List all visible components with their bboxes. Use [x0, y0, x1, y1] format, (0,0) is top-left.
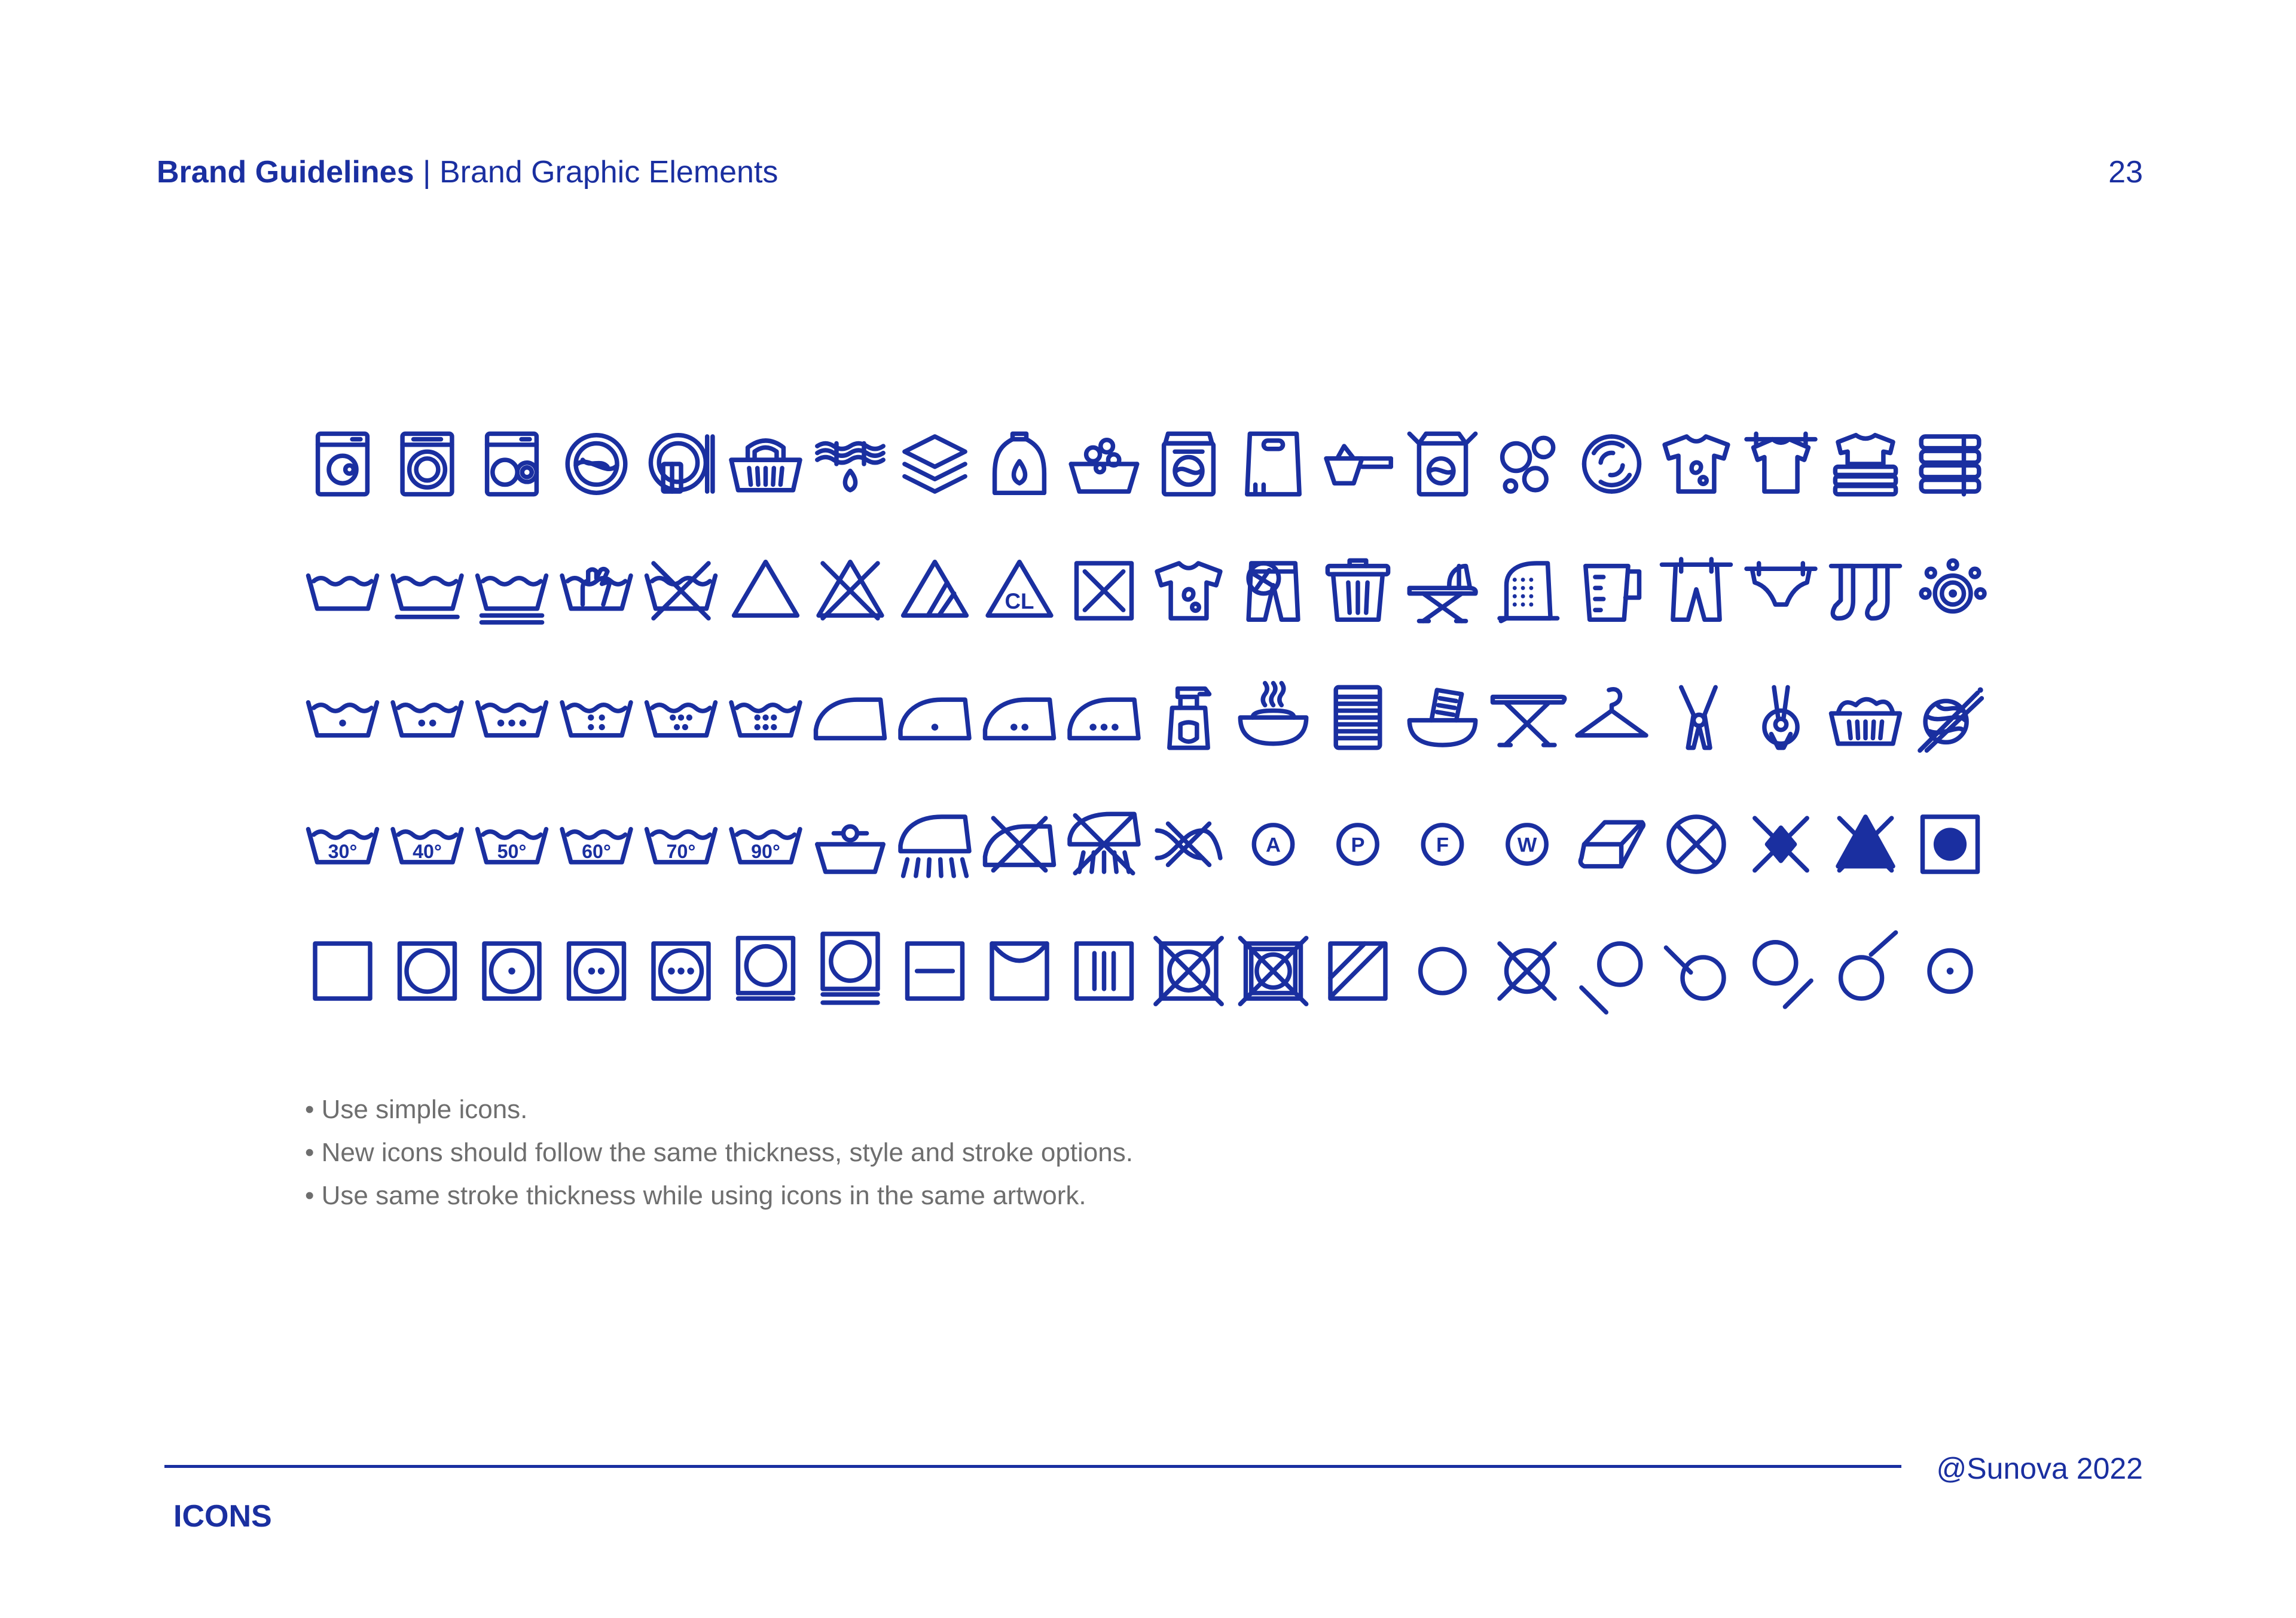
line-dry-drum-icon — [738, 938, 793, 999]
tumble-dry-filled-icon — [1923, 817, 1978, 872]
svg-text:30°: 30° — [328, 841, 358, 862]
pants-on-line-icon — [1662, 559, 1731, 619]
icon-grid — [302, 413, 2000, 999]
do-not-dry-clean-circle-icon — [1500, 944, 1555, 999]
washing-machine-icon — [318, 433, 368, 494]
underwear-on-line-icon — [1747, 563, 1815, 605]
wet-clean-w-icon — [1508, 825, 1546, 863]
folded-stack-icon — [1336, 687, 1380, 747]
wash-6-dots-icon — [731, 703, 800, 735]
wash-basin-line-icon — [393, 576, 462, 617]
washer-dryer-icon — [487, 433, 537, 494]
section-title: Brand Graphic Elements — [439, 155, 778, 190]
iron-3-dots-icon — [1070, 700, 1138, 738]
icon-grid-canvas — [302, 413, 2000, 999]
clothes-peg-icon — [1681, 687, 1716, 747]
laundry-basket-clothes-icon — [1831, 699, 1900, 743]
do-not-dry-icon — [1240, 938, 1306, 1004]
circle-line-left-icon — [1581, 944, 1641, 1012]
wash-60-icon — [562, 829, 631, 862]
do-not-bleach-dark-icon — [1755, 818, 1807, 870]
brand-title: Brand Guidelines — [157, 155, 414, 190]
page-number: 23 — [2108, 155, 2143, 190]
wash-50-icon — [478, 829, 546, 862]
svg-text:70°: 70° — [666, 841, 696, 862]
tumble-dry-low-icon — [484, 944, 539, 999]
detergent-bottle-icon — [995, 433, 1045, 493]
clothes-pin-icon — [1764, 687, 1797, 747]
hanger-icon — [1577, 689, 1646, 735]
dry-clean-dot-icon — [1929, 951, 1971, 992]
dishwasher-icon — [651, 435, 713, 491]
do-not-tumble-dry-icon — [1077, 563, 1132, 618]
wash-2-dots-icon — [393, 703, 462, 735]
socks-on-line-icon — [1831, 566, 1900, 619]
stained-pants-icon — [1248, 563, 1298, 619]
svg-text:F: F — [1436, 834, 1449, 857]
washing-drum-icon — [567, 435, 625, 493]
do-not-steam-icon — [1070, 814, 1138, 873]
wash-4-dots-icon — [562, 703, 631, 735]
hand-wash-tub-icon — [817, 826, 883, 872]
washing-machine-round-icon — [402, 433, 452, 494]
svg-text:P: P — [1351, 834, 1365, 857]
do-not-dry-clean-icon — [1669, 817, 1724, 872]
laundry-basket-icon — [731, 441, 800, 490]
steaming-bowl-icon — [1240, 683, 1306, 744]
dry-square-icon — [315, 944, 370, 999]
do-not-bleach-solid-icon — [1838, 817, 1893, 871]
dry-flat-icon — [908, 944, 963, 999]
shirt-stack-icon — [1835, 435, 1895, 494]
shirts-on-line-icon — [1747, 433, 1815, 491]
note-item: • New icons should follow the same thickness, style and stroke options. — [305, 1138, 1133, 1167]
usage-notes — [305, 1088, 1133, 1217]
circle-line-top-icon — [1666, 948, 1724, 999]
wash-basin-double-line-icon — [478, 576, 546, 622]
copyright: @Sunova 2022 — [1936, 1452, 2143, 1485]
wash-basin-icon — [309, 576, 377, 609]
steam-iron-spray-icon — [900, 817, 969, 876]
spray-bottle-icon — [1170, 689, 1210, 748]
svg-text:90°: 90° — [751, 841, 780, 862]
measuring-cup-icon — [1586, 566, 1639, 620]
do-not-iron-icon — [985, 818, 1054, 870]
water-line-icon — [817, 444, 883, 490]
stained-shirt-icon — [1157, 563, 1220, 618]
circle-line-bottom-icon — [1841, 933, 1896, 999]
folded-layers-icon — [905, 436, 965, 491]
wash-30-icon — [309, 829, 377, 862]
svg-text:60°: 60° — [582, 841, 611, 862]
wash-3-dots-icon — [478, 703, 546, 735]
drip-dry-drum-icon — [823, 934, 878, 1003]
bleach-icon — [734, 562, 798, 616]
svg-text:A: A — [1266, 834, 1281, 857]
dry-clean-a-icon — [1254, 825, 1292, 863]
iron-1-dot-icon — [900, 700, 969, 738]
towel-stack-icon — [1921, 436, 1979, 494]
detergent-box-icon — [1409, 433, 1475, 494]
dry-in-shade-icon — [1330, 944, 1385, 999]
drip-dry-icon — [1077, 944, 1132, 999]
iron-low-icon — [816, 700, 885, 738]
laundry-bin-icon — [1327, 560, 1388, 619]
do-not-wash-icon — [647, 563, 716, 618]
spin-icon — [1584, 436, 1639, 491]
dry-clean-icon — [1421, 949, 1465, 993]
line-dry-icon — [992, 944, 1047, 999]
non-chlorine-bleach-icon — [903, 562, 967, 616]
yarn-ball-icon — [1920, 687, 1983, 750]
soap-bar-icon — [1580, 822, 1643, 866]
tumble-dry-medium-icon — [569, 944, 624, 999]
iron-2-dots-icon — [985, 700, 1054, 738]
note-item: • Use simple icons. — [305, 1095, 528, 1124]
steam-iron-icon — [1500, 563, 1558, 621]
tumble-dry-high-icon — [654, 944, 709, 999]
clothes-carousel-icon — [1921, 560, 1984, 611]
laundry-bowl-icon — [1409, 690, 1475, 745]
measuring-scoop-icon — [1326, 446, 1391, 483]
footer-divider — [164, 1465, 1901, 1468]
header-separator: | — [414, 155, 439, 190]
wash-40-icon — [393, 829, 462, 862]
svg-text:CL: CL — [1004, 588, 1034, 613]
section-label: ICONS — [173, 1499, 272, 1534]
svg-text:W: W — [1517, 834, 1537, 857]
do-not-tumble-icon — [1156, 938, 1222, 1004]
do-not-wring-icon — [1157, 824, 1220, 865]
chlorine-bleach-icon — [988, 562, 1051, 616]
note-item: • Use same stroke thickness while using icons in the same artwork. — [305, 1181, 1086, 1210]
dry-clean-f-icon — [1423, 825, 1461, 863]
do-not-bleach-icon — [819, 562, 882, 618]
detergent-bag-icon — [1247, 433, 1299, 494]
hand-wash-icon — [562, 569, 631, 609]
svg-text:50°: 50° — [497, 841, 527, 862]
ironing-board-hanger-icon — [1409, 566, 1476, 621]
wash-5-dots-icon — [647, 703, 716, 735]
svg-text:40°: 40° — [413, 841, 442, 862]
dry-clean-p-icon — [1339, 825, 1377, 863]
wash-90-icon — [731, 829, 800, 862]
hand-wash-bubbles-icon — [1071, 440, 1137, 491]
stained-shirt-icon — [1665, 436, 1728, 491]
circle-line-right-icon — [1755, 942, 1811, 1007]
detergent-powder-bag-icon — [1164, 433, 1214, 494]
wash-1-dot-icon — [309, 703, 377, 735]
ironing-board-icon — [1493, 697, 1565, 746]
tumble-dry-icon — [400, 944, 455, 999]
page-header — [157, 154, 2143, 190]
wash-70-icon — [647, 829, 716, 862]
bubbles-icon — [1503, 438, 1553, 491]
